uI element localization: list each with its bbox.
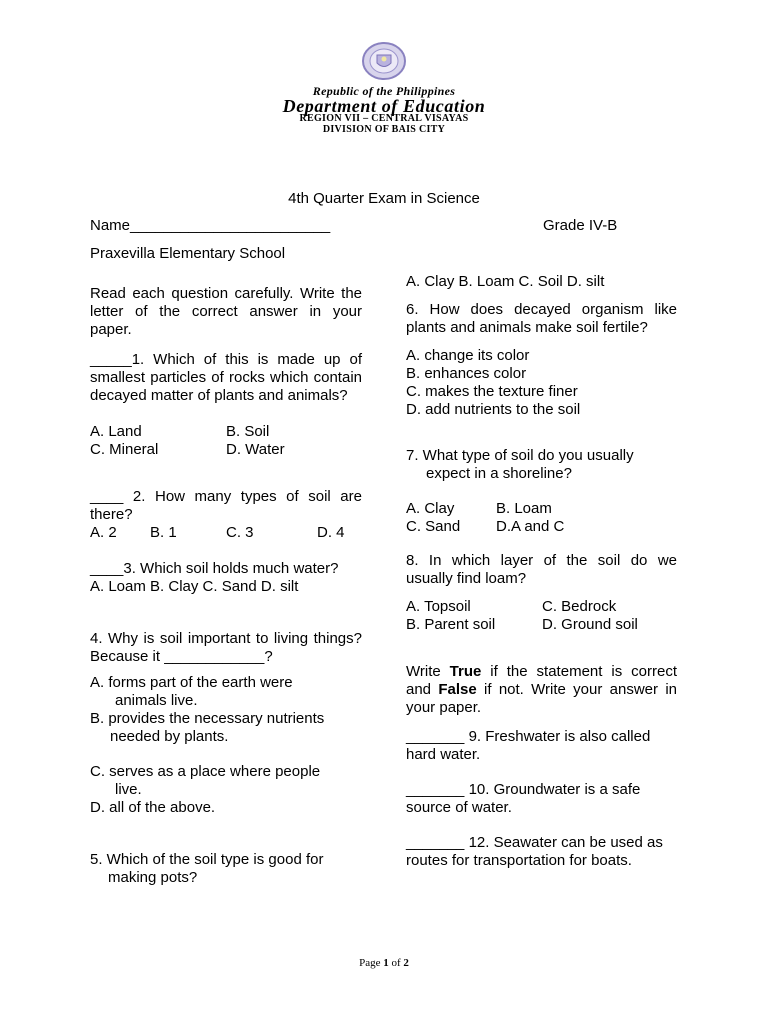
question-1: [90, 351, 362, 459]
options-line: A. Loam B. Clay C. Sand D. silt: [90, 578, 299, 595]
statement-text: _______ 10. Groundwater is a safe source of water.: [406, 781, 641, 816]
option: A. Clay: [406, 500, 455, 517]
question-text-continued: making pots?: [108, 869, 198, 886]
option: A. forms part of the earth were: [90, 674, 293, 691]
current-page: 1: [383, 957, 389, 969]
option: C. serves as a place where people: [90, 763, 321, 780]
question-8: [406, 552, 677, 634]
statement-10: [406, 781, 677, 817]
option: B. Soil: [226, 423, 270, 440]
statement-12: [406, 834, 677, 870]
options-line: A. Clay B. Loam C. Soil D. silt: [406, 273, 605, 290]
option: A. change its color: [406, 347, 530, 364]
question-5: [90, 851, 362, 887]
header-division: DIVISION OF BAIS CITY: [322, 124, 446, 135]
option: C. makes the texture finer: [406, 383, 578, 400]
school-name: Praxevilla Elementary School: [90, 245, 286, 262]
option-continued: needed by plants.: [110, 728, 229, 745]
footer-text: Page: [359, 957, 384, 969]
deped-seal-icon: [361, 41, 407, 81]
option-continued: live.: [115, 781, 142, 798]
true-false-instructions: [406, 663, 677, 717]
grade-label: Grade IV-B: [543, 217, 618, 234]
option: B. Loam: [496, 500, 552, 517]
option: C. Bedrock: [542, 598, 617, 615]
option: A. Land: [90, 423, 142, 440]
option-continued: animals live.: [115, 692, 198, 709]
question-text: 8. In which layer of the soil do we usually find loam?: [406, 552, 677, 587]
question-text: 7. What type of soil do you usually: [406, 447, 634, 464]
statement-9: [406, 728, 677, 764]
tf-instructions-text: [406, 663, 677, 717]
option: C. Sand: [406, 518, 461, 535]
option: D. 4: [317, 524, 345, 541]
instructions-text: Read each question carefully. Write the letter of the correct answer in your paper.: [90, 285, 362, 338]
option: D. add nutrients to the soil: [406, 401, 581, 418]
option: D.A and C: [496, 518, 565, 535]
question-text: ____ 2. How many types of soil are there?: [90, 488, 362, 523]
option: C. Mineral: [90, 441, 159, 458]
header-region: REGION VII – CENTRAL VISAYAS: [299, 113, 469, 124]
true-keyword: True: [449, 663, 482, 680]
header-republic: Republic of the Philippines: [312, 84, 456, 98]
name-field: Name________________________: [90, 217, 331, 234]
question-text: ____3. Which soil holds much water?: [90, 560, 339, 577]
header-department: Department of Education: [282, 96, 486, 116]
tf-text: Write: [406, 663, 450, 680]
option: B. provides the necessary nutrients: [90, 710, 325, 727]
question-text: _____1. Which of this is made up of smallest particles of rocks which contain decayed matter of plants and animals?: [90, 351, 362, 404]
option: D. all of the above.: [90, 799, 216, 816]
option: B. 1: [150, 524, 177, 541]
option: B. Parent soil: [406, 616, 496, 633]
option: A. Topsoil: [406, 598, 471, 615]
question-6: [406, 301, 677, 419]
total-pages: 2: [403, 957, 409, 969]
exam-title: 4th Quarter Exam in Science: [288, 190, 480, 207]
question-text: 6. How does decayed organism like plants and animals make soil fertile?: [406, 301, 677, 336]
tf-text: if not. Write your answer in your paper.: [406, 681, 677, 716]
instructions: [90, 285, 362, 339]
question-text-continued: expect in a shoreline?: [426, 465, 572, 482]
statement-text: _______ 12. Seawater can be used as routes for transportation for boats.: [406, 834, 663, 869]
option: A. 2: [90, 524, 117, 541]
option: D. Ground soil: [542, 616, 638, 633]
question-4: [90, 630, 362, 817]
tf-text: if the statement is correct and: [406, 663, 677, 698]
option: D. Water: [226, 441, 285, 458]
question-text: 4. Why is soil important to living things? Because it ____________?: [90, 630, 362, 665]
page-number: [0, 957, 768, 969]
statement-text: _______ 9. Freshwater is also called hard water.: [406, 728, 651, 763]
question-3: [90, 560, 362, 596]
question-7: [406, 447, 677, 536]
question-2: [90, 488, 362, 542]
false-keyword: False: [438, 681, 477, 698]
footer-text: of: [388, 957, 404, 969]
question-text: 5. Which of the soil type is good for: [90, 851, 324, 868]
option: B. enhances color: [406, 365, 527, 382]
option: C. 3: [226, 524, 254, 541]
question-5-options: [406, 273, 677, 291]
